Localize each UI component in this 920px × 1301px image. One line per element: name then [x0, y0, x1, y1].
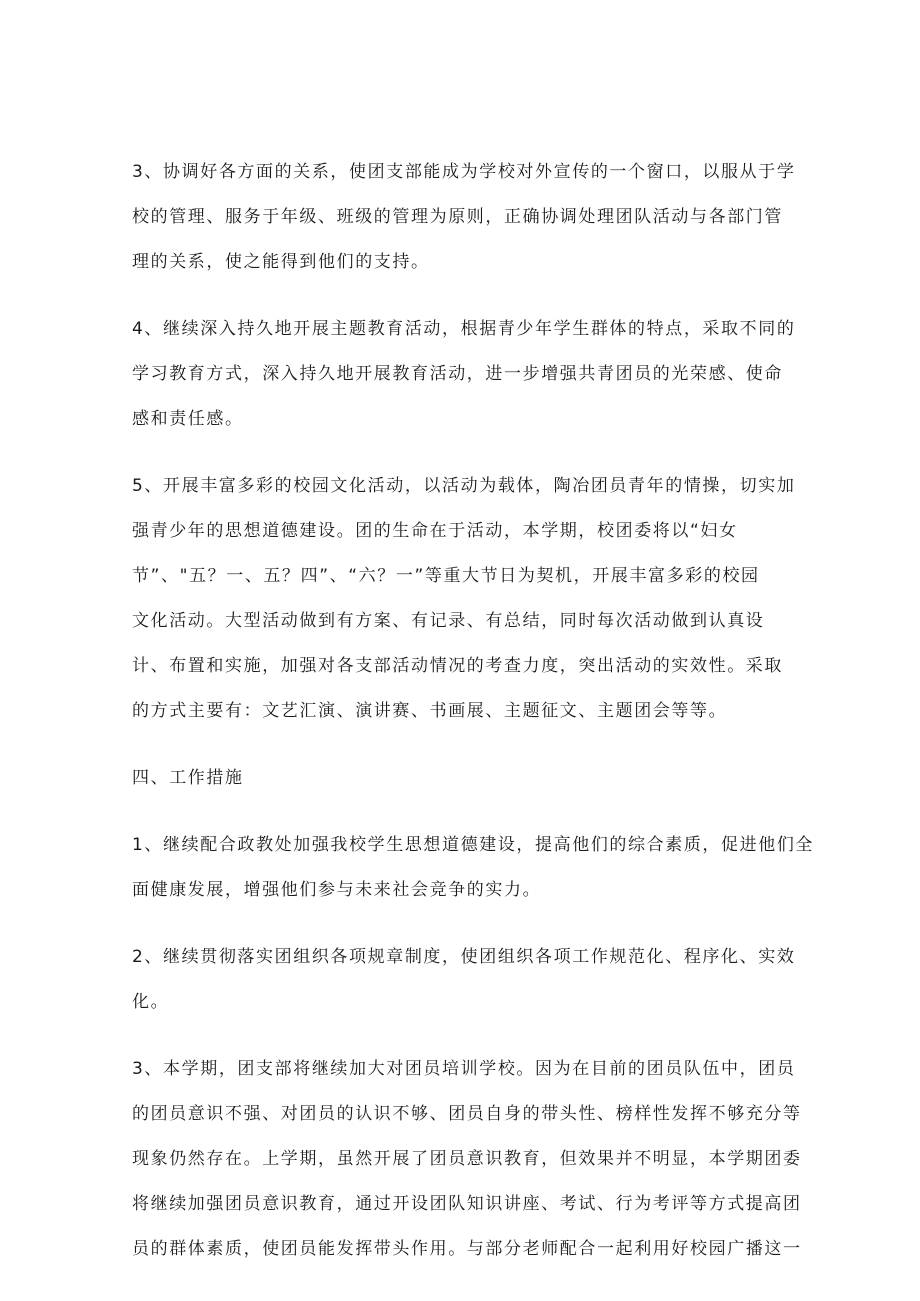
text-line: 面健康发展，增强他们参与未来社会竞争的实力。 — [132, 880, 542, 900]
paragraph-item-4-theme-education — [132, 307, 797, 442]
text-line: 理的关系，使之能得到他们的支持。 — [132, 252, 430, 272]
paragraph-measure-3 — [132, 1047, 802, 1272]
paragraph-item-5-campus-culture — [132, 464, 797, 734]
text-line: 员的群体素质，使团员能发挥带头作用。与部分老师配合一起利用好校园广播这一 — [132, 1239, 802, 1259]
text-line: 学习教育方式，深入持久地开展教育活动，进一步增强共青团员的光荣感、使命 — [132, 364, 783, 384]
text-line: 节”、"五？一、五？四”、“六？一”等重大节日为契机，开展丰富多彩的校园 — [132, 566, 760, 586]
text-line: 强青少年的思想道德建设。团的生命在于活动，本学期，校团委将以“妇女 — [132, 521, 738, 541]
text-line: 文化活动。大型活动做到有方案、有记录、有总结，同时每次活动做到认真设 — [132, 611, 765, 631]
text-line: 3、协调好各方面的关系，使团支部能成为学校对外宣传的一个窗口，以服从于学 — [132, 162, 796, 182]
text-line: 4、继续深入持久地开展主题教育活动，根据青少年学生群体的特点，采取不同的 — [132, 319, 796, 339]
text-line: 5、开展丰富多彩的校园文化活动，以活动为载体，陶冶团员青年的情操，切实加 — [132, 476, 796, 496]
paragraph-item-3-coordination — [132, 150, 797, 285]
section-heading: 四、工作措施 — [132, 768, 244, 788]
document-body — [132, 150, 815, 1294]
text-line: 3、本学期，团支部将继续加大对团员培训学校。因为在目前的团员队伍中，团员 — [132, 1059, 796, 1079]
text-line: 校的管理、服务于年级、班级的管理为原则，正确协调处理团队活动与各部门管 — [132, 207, 783, 227]
text-line: 现象仍然存在。上学期，虽然开展了团员意识教育，但效果并不明显，本学期团委 — [132, 1149, 802, 1169]
paragraph-measure-1 — [132, 823, 815, 913]
text-line: 2、继续贯彻落实团组织各项规章制度，使团组织各项工作规范化、程序化、实效 — [132, 947, 796, 967]
text-line: 化。 — [132, 992, 170, 1012]
text-line: 计、布置和实施，加强对各支部活动情况的考查力度，突出活动的实效性。采取 — [132, 656, 783, 676]
text-line: 1、继续配合政教处加强我校学生思想道德建设，提高他们的综合素质，促进他们全 — [132, 835, 815, 855]
text-line: 的方式主要有：文艺汇演、演讲赛、书画展、主题征文、主题团会等等。 — [132, 701, 728, 721]
text-line: 的团员意识不强、对团员的认识不够、团员自身的带头性、榜样性发挥不够充分等 — [132, 1104, 802, 1124]
text-line: 将继续加强团员意识教育，通过开设团队知识讲座、考试、行为考评等方式提高团 — [132, 1194, 802, 1214]
paragraph-measure-2 — [132, 935, 797, 1025]
text-line: 感和责任感。 — [132, 409, 244, 429]
